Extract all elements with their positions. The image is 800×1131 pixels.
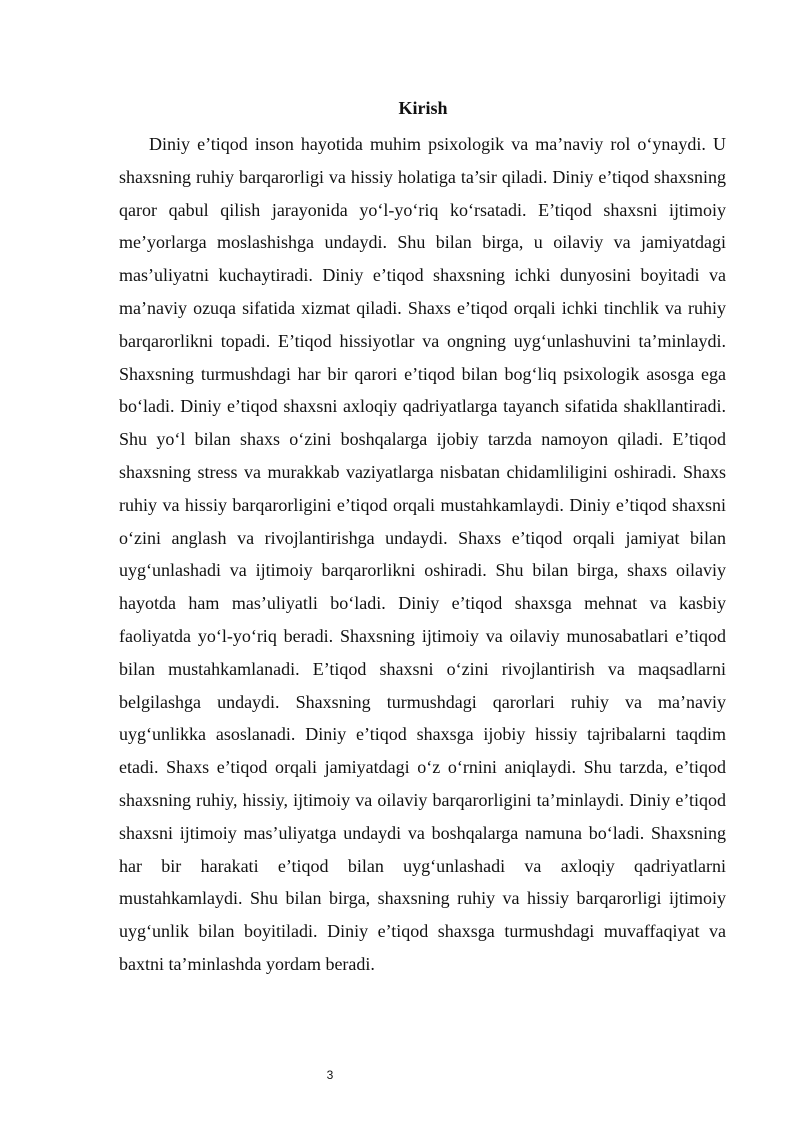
section-title: Kirish xyxy=(398,98,448,118)
body-paragraph: Diniy e’tiqod inson hayotida muhim psixologik va ma’naviy rol o‘ynaydi. U shaxsning ruhiy barqarorligi va hissiy holatiga ta’sir qiladi. Diniy e’tiqod shaxsning qaror qabul qilish jarayonida yo‘l-yo‘riq ko‘rsatadi. E’tiqod shaxsni ijtimoiy me’yorlarga moslashishga undaydi. Shu bilan birga, u oilaviy va jamiyatdagi mas’uliyatni kuchaytiradi. Diniy e’tiqod shaxsning ichki dunyosini boyitadi va ma’naviy ozuqa sifatida xizmat qiladi. Shaxs e’tiqod orqali ichki tinchlik va ruhiy barqarorlikni topadi. E’tiqod hissiyotlar va ongning uyg‘unlashuvini ta’minlaydi. Shaxsning turmushdagi har bir qarori e’tiqod bilan bog‘liq psixologik asosga ega bo‘ladi. Diniy e’tiqod shaxsni axloqiy qadriyatlarga tayanch sifatida shakllantiradi. Shu yo‘l bilan shaxs o‘zini boshqalarga ijobiy tarzda namoyon qiladi. E’tiqod shaxsning stress va murakkab vaziyatlarga nisbatan chidamliligini oshiradi. Shaxs ruhiy va hissiy barqarorligini e’tiqod orqali mustahkamlaydi. Diniy e’tiqod shaxsni o‘zini anglash va rivojlantirishga undaydi. Shaxs e’tiqod orqali jamiyat bilan uyg‘unlashadi va ijtimoiy barqarorlikni oshiradi. Shu bilan birga, shaxs oilaviy hayotda ham mas’uliyatli bo‘ladi. Diniy e’tiqod shaxsga mehnat va kasbiy faoliyatda yo‘l-yo‘riq beradi. Shaxsning ijtimoiy va oilaviy munosabatlari e’tiqod bilan mustahkamlanadi. E’tiqod shaxsni o‘zini rivojlantirish va maqsadlarni belgilashga undaydi. Shaxsning turmushdagi qarorlari ruhiy va ma’naviy uyg‘unlikka asoslanadi. Diniy e’tiqod shaxsga ijobiy hissiy tajribalarni taqdim etadi. Shaxs e’tiqod orqali jamiyatdagi o‘z o‘rnini aniqlaydi. Shu tarzda, e’tiqod shaxsning ruhiy, hissiy, ijtimoiy va oilaviy barqarorligini ta’minlaydi. Diniy e’tiqod shaxsni ijtimoiy mas’uliyatga undaydi va boshqalarga namuna bo‘ladi. Shaxsning har bir harakati e’tiqod bilan uyg‘unlashadi va axloqiy qadriyatlarni mustahkamlaydi. Shu bilan birga, shaxsning ruhiy va hissiy barqarorligi ijtimoiy uyg‘unlik bilan boyitiladi. Diniy e’tiqod shaxsga turmushdagi muvaffaqiyat va baxtni ta’minlashda yordam beradi. xyxy=(119,134,726,974)
page-number: 3 xyxy=(326,1068,334,1082)
